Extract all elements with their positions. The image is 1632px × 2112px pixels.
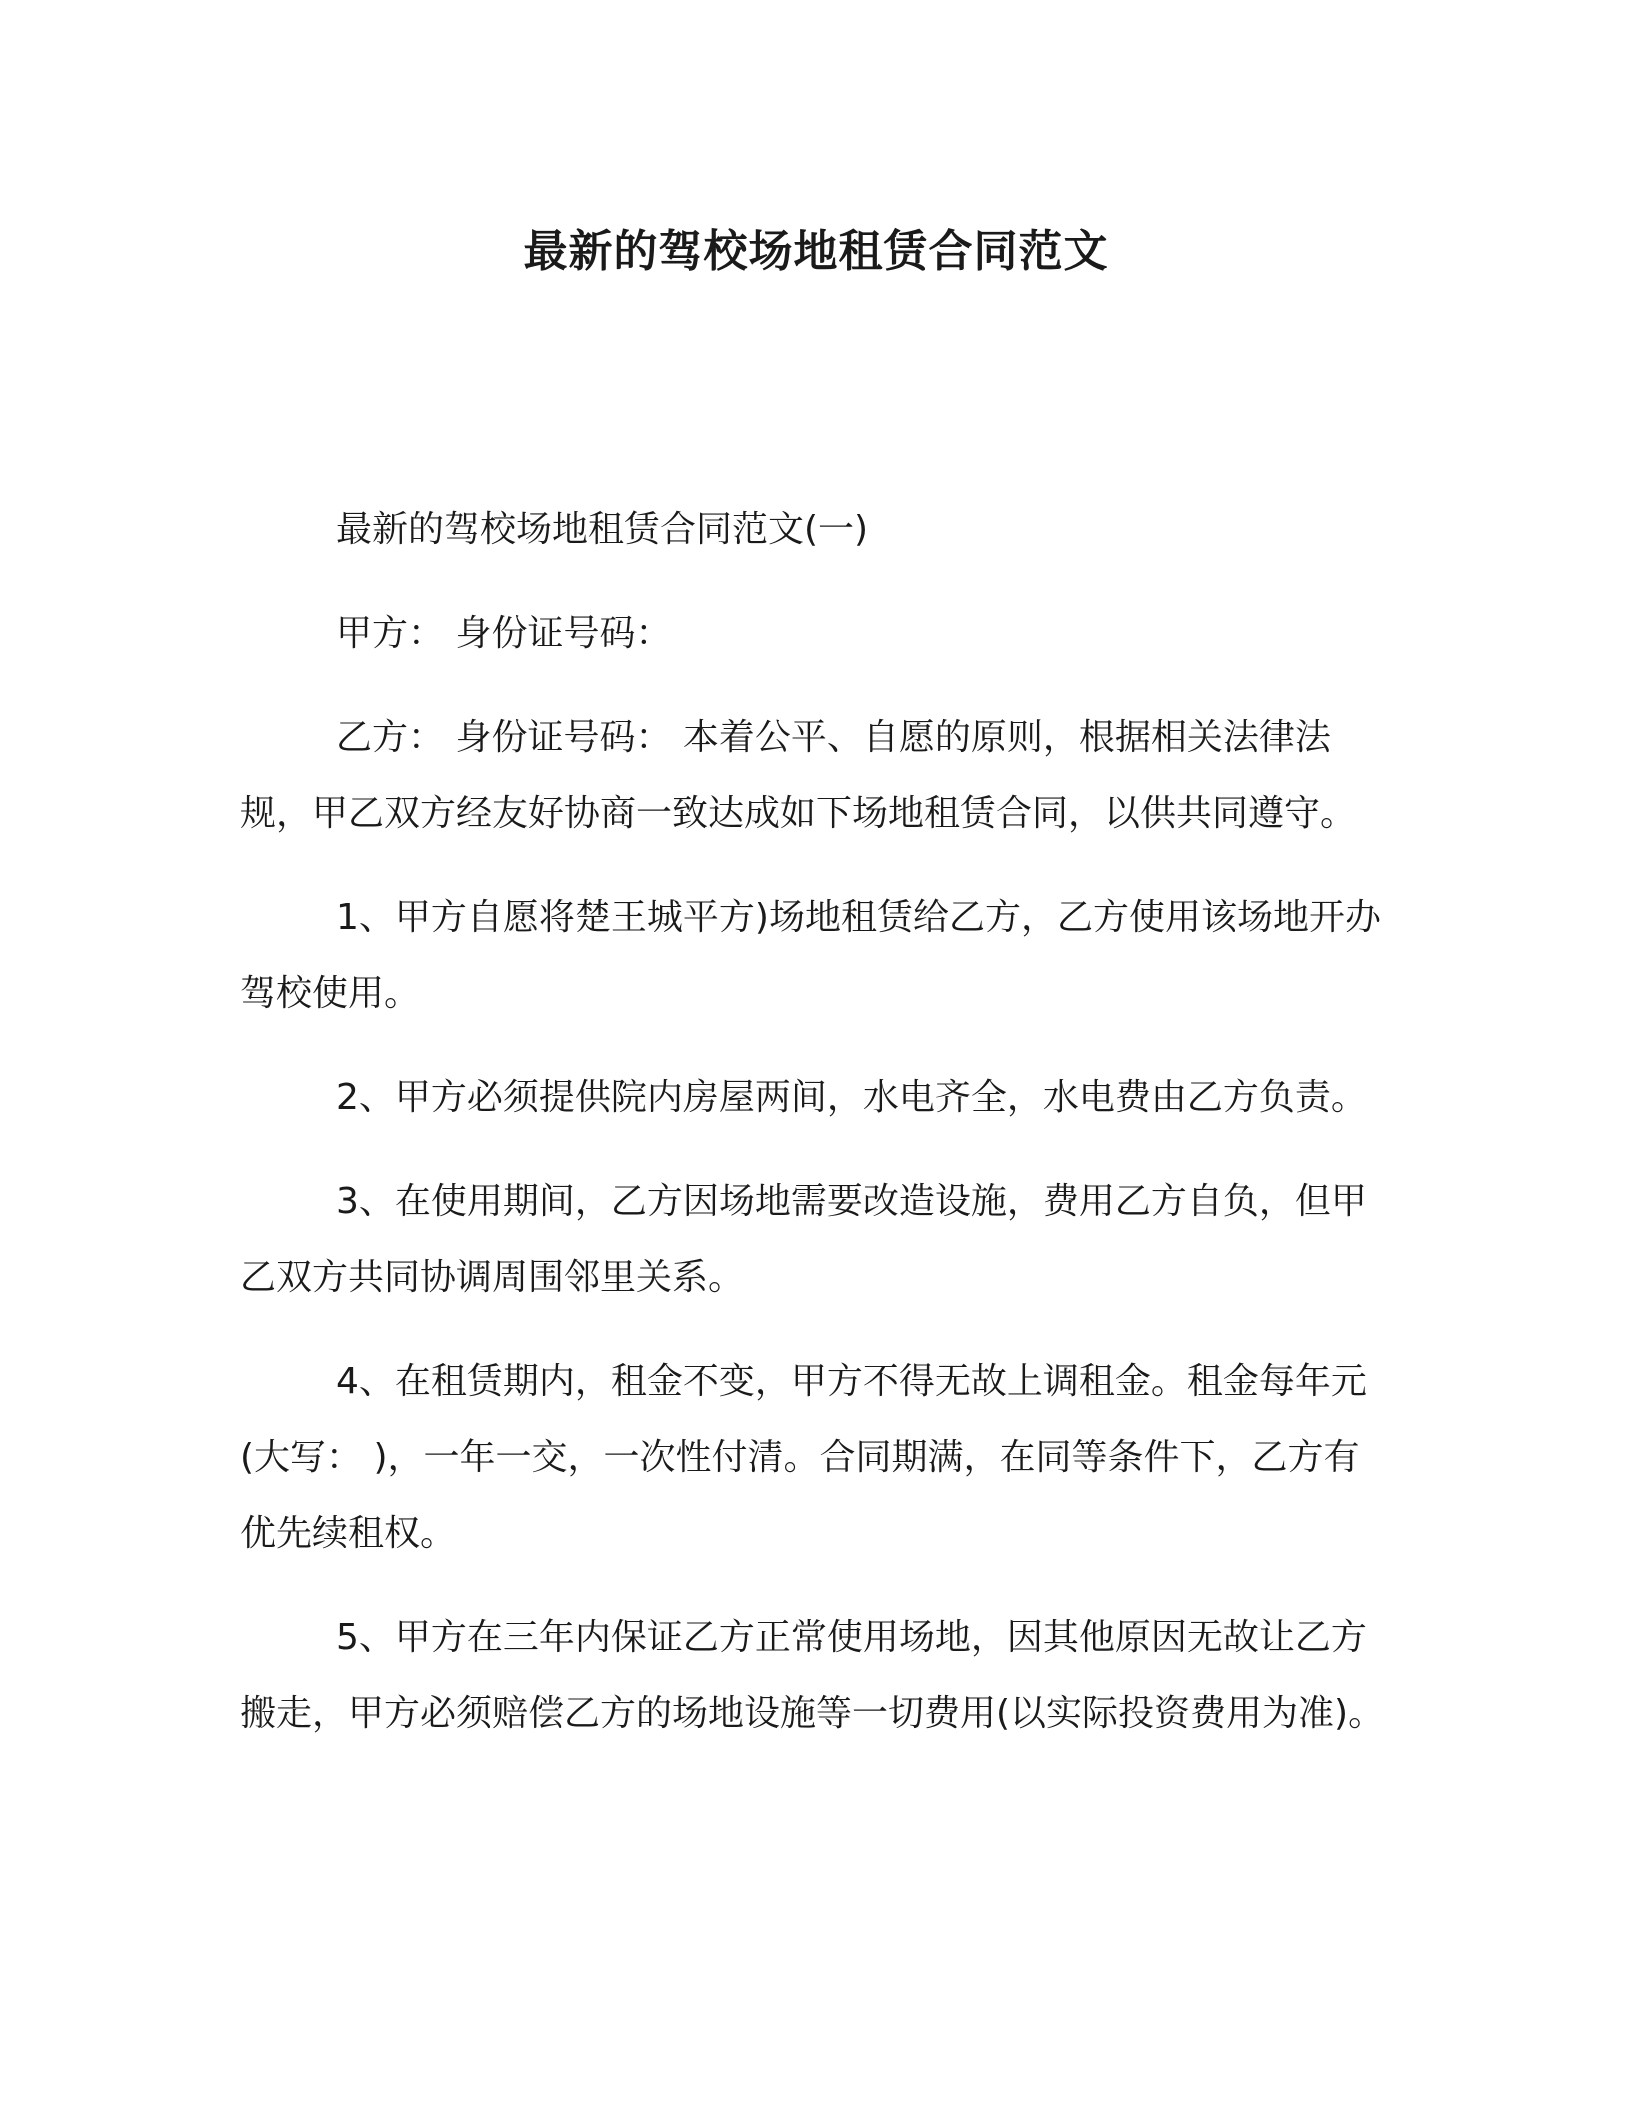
document-body [240,492,1390,1780]
clause-1: 1、甲方自愿将楚王城平方)场地租赁给乙方，乙方使用该场地开办驾校使用。 [240,897,1381,1014]
clause-2: 2、甲方必须提供院内房屋两间，水电齐全，水电费由乙方负责。 [336,1077,1367,1118]
clause-5: 5、甲方在三年内保证乙方正常使用场地，因其他原因无故让乙方搬走，甲方必须赔偿乙方的场地设施等一切费用(以实际投资费用为准)。 [240,1617,1385,1734]
contract-subtitle: 最新的驾校场地租赁合同范文(一) [336,509,869,550]
clause-4: 4、在租赁期内，租金不变，甲方不得无故上调租金。租金每年元(大写： )，一年一交，一次性付清。合同期满，在同等条件下，乙方有优先续租权。 [240,1361,1367,1554]
document-title: 最新的驾校场地租赁合同范文 [523,226,1109,277]
clause-3: 3、在使用期间，乙方因场地需要改造设施，费用乙方自负，但甲乙双方共同协调周围邻里关系。 [240,1181,1367,1298]
party-a-line: 甲方： 身份证号码： [336,613,672,654]
party-b-line: 乙方： 身份证号码： 本着公平、自愿的原则，根据相关法律法规，甲乙双方经友好协商一致达成如下场地租赁合同，以供共同遵守。 [240,717,1357,834]
